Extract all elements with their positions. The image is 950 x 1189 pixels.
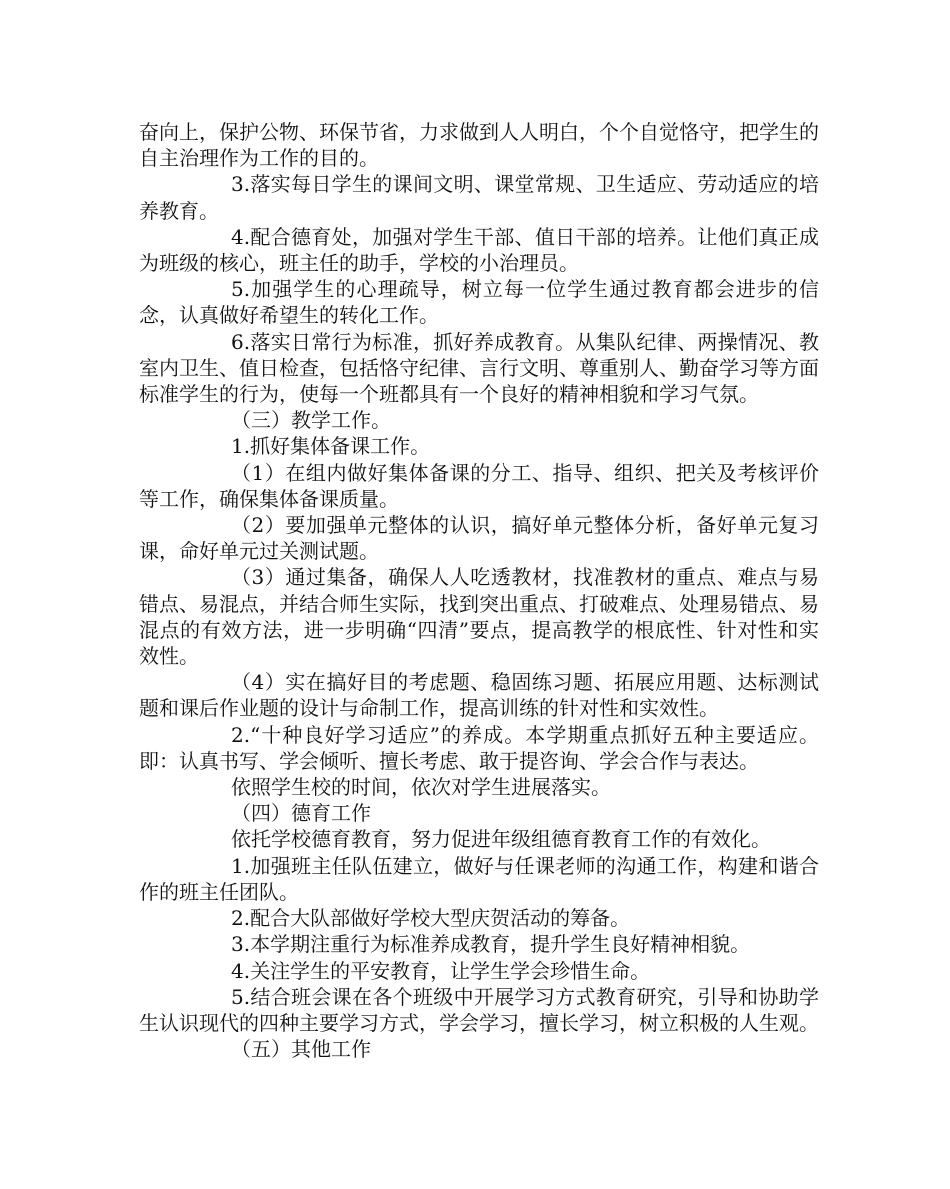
paragraph: 4.配合德育处，加强对学生干部、值日干部的培养。让他们真正成为班级的核心，班主任的助手，学校的小治理员。 [139, 224, 819, 276]
section-heading: （四）德育工作 [231, 801, 371, 826]
paragraph: （3）通过集备，确保人人吃透教材，找准教材的重点、难点与易错点、易混点，并结合师生实际，找到突出重点、打破难点、处理易错点、易混点的有效方法，进一步明确“四清”要点，提高教学的根底性、针对性和实效性。 [139, 565, 819, 669]
paragraph: 5.加强学生的心理疏导，树立每一位学生通过教育都会进步的信念，认真做好希望生的转化工作。 [139, 277, 819, 328]
subsection-heading: 1.抓好集体备课工作。 [231, 434, 431, 459]
paragraph: 1.加强班主任队伍建立，做好与任课老师的沟通工作，构建和谐合作的班主任团队。 [139, 853, 819, 904]
paragraph: 6.落实日常行为标准，抓好养成教育。从集队纪律、两操情况、教室内卫生、值日检查，包括恪守纪律、言行文明、尊重别人、勤奋学习等方面标准学生的行为，使每一个班都具有一个良好的精神相貌和学习气氛。 [139, 329, 819, 407]
paragraph: 4.关注学生的平安教育，让学生学会珍惜生命。 [231, 958, 651, 983]
paragraph: 奋向上，保护公物、环保节省，力求做到人人明白，个个自觉恪守，把学生的自主治理作为工作的目的。 [139, 120, 819, 171]
paragraph: （4）实在搞好目的考虑题、稳固练习题、拓展应用题、达标测试题和课后作业题的设计与命制工作，提高训练的针对性和实效性。 [139, 670, 819, 721]
section-heading: （三）教学工作。 [231, 408, 391, 433]
section-heading: （五）其他工作 [231, 1037, 371, 1062]
paragraph: 5.结合班会课在各个班级中开展学习方式教育研究，引导和协助学生认识现代的四种主要学习方式，学会学习，擅长学习，树立积极的人生观。 [139, 984, 819, 1035]
paragraph: 3.落实每日学生的课间文明、课堂常规、卫生适应、劳动适应的培养教育。 [139, 172, 819, 223]
paragraph: （1）在组内做好集体备课的分工、指导、组织、把关及考核评价等工作，确保集体备课质量。 [139, 460, 819, 511]
paragraph: （2）要加强单元整体的认识，搞好单元整体分析，备好单元复习课，命好单元过关测试题。 [139, 513, 819, 564]
document-body [139, 119, 819, 1062]
paragraph: 依托学校德育教育，努力促进年级组德育教育工作的有效化。 [231, 827, 771, 852]
paragraph: 3.本学期注重行为标准养成教育，提升学生良好精神相貌。 [231, 932, 751, 957]
paragraph: 2.配合大队部做好学校大型庆贺活动的筹备。 [231, 906, 631, 931]
paragraph: 2.“十种良好学习适应”的养成。本学期重点抓好五种主要适应。即：认真书写、学会倾听、擅长考虑、敢于提咨询、学会合作与表达。 [139, 722, 819, 773]
paragraph: 依照学生校的时间，依次对学生进展落实。 [231, 775, 611, 800]
